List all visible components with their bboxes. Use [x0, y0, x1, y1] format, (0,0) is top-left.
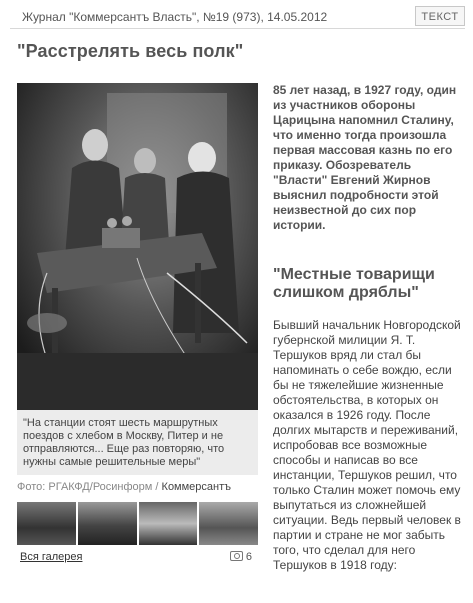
photo-caption: "На станции стоят шесть маршрутных поездов с хлебом в Москву, Питер и не отправляются... Еще раз повторяю, что нужны самые решительные меры" [17, 410, 258, 475]
main-photo[interactable] [17, 83, 258, 410]
source-bar [10, 6, 465, 29]
article-lead: 85 лет назад, в 1927 году, один из участников обороны Царицына напомнил Сталину, что именно тогда произошла первая массовая казнь по его приказу. Обозреватель "Власти" Евгений Жирнов выяснил подробности этой неизвестной до сих пор истории. [273, 83, 457, 232]
text-button[interactable]: ТЕКСТ [415, 6, 465, 26]
gallery-thumb[interactable] [78, 502, 137, 545]
media-column [17, 83, 258, 569]
gallery-count [230, 551, 252, 563]
camera-icon [230, 551, 243, 561]
painting-image [17, 83, 258, 410]
gallery-thumb[interactable] [199, 502, 258, 545]
gallery-footer [17, 551, 258, 569]
gallery-thumb[interactable] [17, 502, 76, 545]
gallery-count-value: 6 [245, 551, 252, 563]
gallery-thumbnails [17, 502, 258, 545]
credit-brand: Коммерсантъ [161, 481, 232, 493]
gallery-thumb[interactable] [139, 502, 198, 545]
article-body: Бывший начальник Новгородской губернской милиции Я. Т. Тершуков вряд ли стал бы напоминать о себе вождю, если бы не тяжелейшие жизненные обстоятельства, в которых он оказался в 1926 году. После долгих мытарств и переживаний, испробовав все возможные способы и написав во все инстанции, Тершуков решил, что только Сталин может помочь ему выпутаться из сложнейшей ситуации. Ведь первый человек в партии и стране не мог забыть того, что сделал для него Тершуков в 1918 году: [273, 318, 461, 572]
article-subhead: "Местные товарищи слишком дряблы" [273, 266, 435, 301]
photo-credit [17, 475, 258, 499]
article-title: "Расстрелять весь полк" [17, 41, 244, 61]
all-gallery-link[interactable]: Вся галерея [20, 551, 83, 563]
source-line: Журнал "Коммерсантъ Власть", №19 (973), 14.05.2012 [22, 10, 328, 24]
credit-prefix: Фото: РГАКФД/Росинформ / [17, 481, 162, 493]
